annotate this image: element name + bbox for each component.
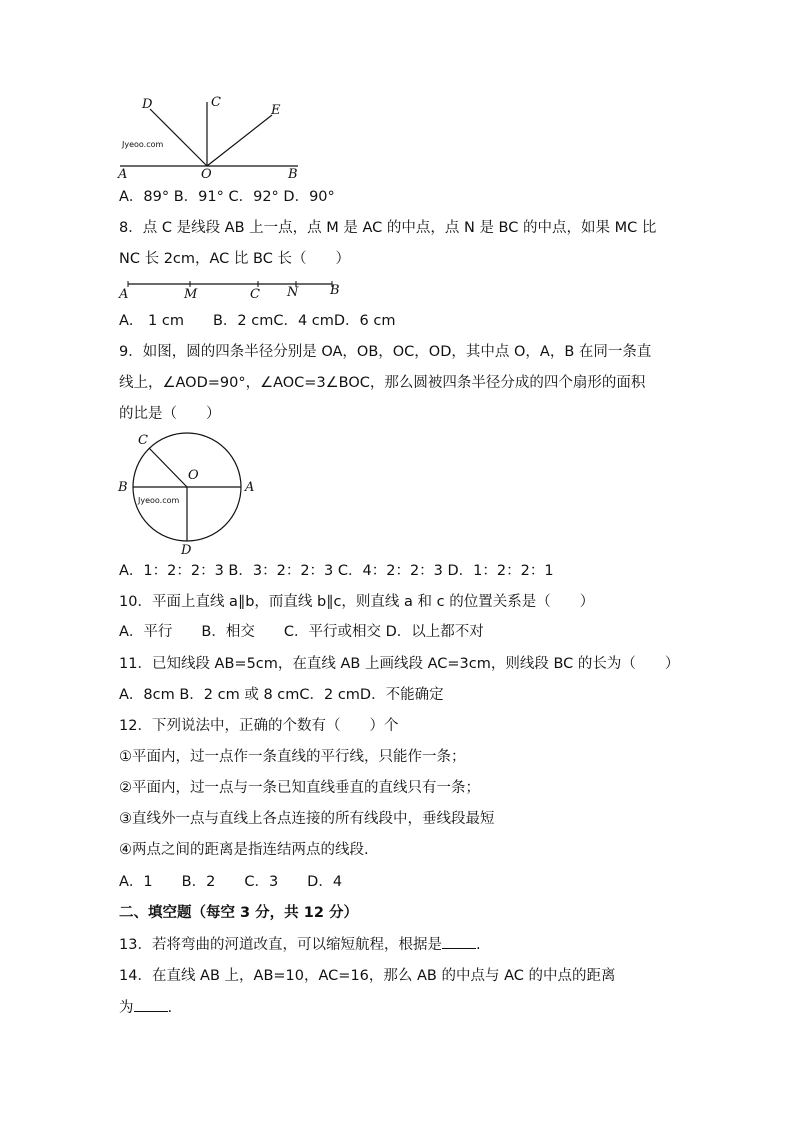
watermark: Jyeoo.com	[138, 496, 180, 505]
label-c: C	[211, 95, 221, 110]
label-b: B	[118, 480, 128, 495]
label-e: E	[271, 103, 281, 118]
label-a: A	[119, 287, 129, 302]
q10-options: A．平行 B．相交 C．平行或相交 D．以上都不对	[119, 624, 484, 640]
q13-end: .	[475, 937, 481, 953]
q12-statement-2: ②平面内，过一点与一条已知直线垂直的直线只有一条；	[119, 780, 480, 796]
label-a: A	[245, 480, 255, 495]
segment-figure	[116, 276, 346, 302]
label-d: D	[142, 97, 153, 112]
section-title: 二、填空题（每空 3 分，共 12 分）	[119, 905, 358, 921]
q9-line3: 的比是（ ）	[119, 406, 221, 422]
q13-blank[interactable]	[442, 934, 476, 949]
q9-line2: 线上，∠AOD=90°，∠AOC=3∠BOC，那么圆被四条半径分成的四个扇形的面积	[119, 375, 646, 391]
label-o: O	[188, 468, 199, 483]
label-b: B	[288, 167, 298, 182]
q11-options: A．8cm B．2 cm 或 8 cmC．2 cmD．不能确定	[119, 687, 444, 703]
q12-statement-3: ③直线外一点与直线上各点连接的所有线段中，垂线段最短	[119, 811, 495, 827]
label-o: O	[201, 167, 212, 182]
q12-statement-4: ④两点之间的距离是指连结两点的线段.	[119, 842, 369, 858]
q14-line1: 14．在直线 AB 上，AB=10，AC=16，那么 AB 的中点与 AC 的中点的距离	[119, 968, 616, 984]
q12-statement-1: ①平面内，过一点作一条直线的平行线，只能作一条；	[119, 749, 466, 765]
circle-figure	[112, 426, 262, 558]
label-n: N	[287, 285, 299, 300]
q14-blank[interactable]	[134, 997, 168, 1012]
watermark: Jyeoo.com	[122, 140, 164, 149]
label-m: M	[184, 287, 198, 302]
q13-line	[119, 934, 481, 955]
q8-line1: 8．点 C 是线段 AB 上一点，点 M 是 AC 的中点，点 N 是 BC 的中点，如果 MC 比	[119, 220, 657, 236]
label-a: A	[118, 167, 128, 182]
q8-line2: NC 长 2cm，AC 比 BC 长（ ）	[119, 251, 350, 267]
label-d: D	[181, 543, 192, 558]
label-c: C	[138, 433, 148, 448]
label-c: C	[250, 287, 260, 302]
ray-oe	[207, 115, 272, 166]
label-b: B	[330, 283, 340, 298]
q14-line2	[119, 997, 172, 1018]
q12-options: A．1 B．2 C．3 D．4	[119, 874, 343, 890]
q7-options: A．89° B．91° C．92° D．90°	[119, 189, 335, 205]
q9-options: A．1：2：2：3 B．3：2：2：3 C．4：2：2：3 D．1：2：2：1	[119, 563, 554, 579]
ray-od	[150, 109, 207, 166]
q14-prefix: 为	[119, 1000, 134, 1016]
q11-line1: 11．已知线段 AB=5cm，在直线 AB 上画线段 AC=3cm，则线段 BC 的长为（ ）	[119, 656, 680, 672]
q14-end: .	[167, 1000, 173, 1016]
radius-oc	[149, 448, 187, 487]
q9-line1: 9．如图，圆的四条半径分别是 OA，OB，OC，OD，其中点 O，A，B 在同一条直	[119, 344, 652, 360]
q8-options: A． 1 cm B．2 cmC．4 cmD．6 cm	[119, 313, 396, 329]
angle-figure	[112, 92, 312, 182]
q10-line1: 10．平面上直线 a∥b，而直线 b∥c，则直线 a 和 c 的位置关系是（ ）	[119, 594, 595, 610]
q12-line1: 12．下列说法中，正确的个数有（ ）个	[119, 718, 399, 734]
q13-text: 13．若将弯曲的河道改直，可以缩短航程，根据是	[119, 937, 442, 953]
